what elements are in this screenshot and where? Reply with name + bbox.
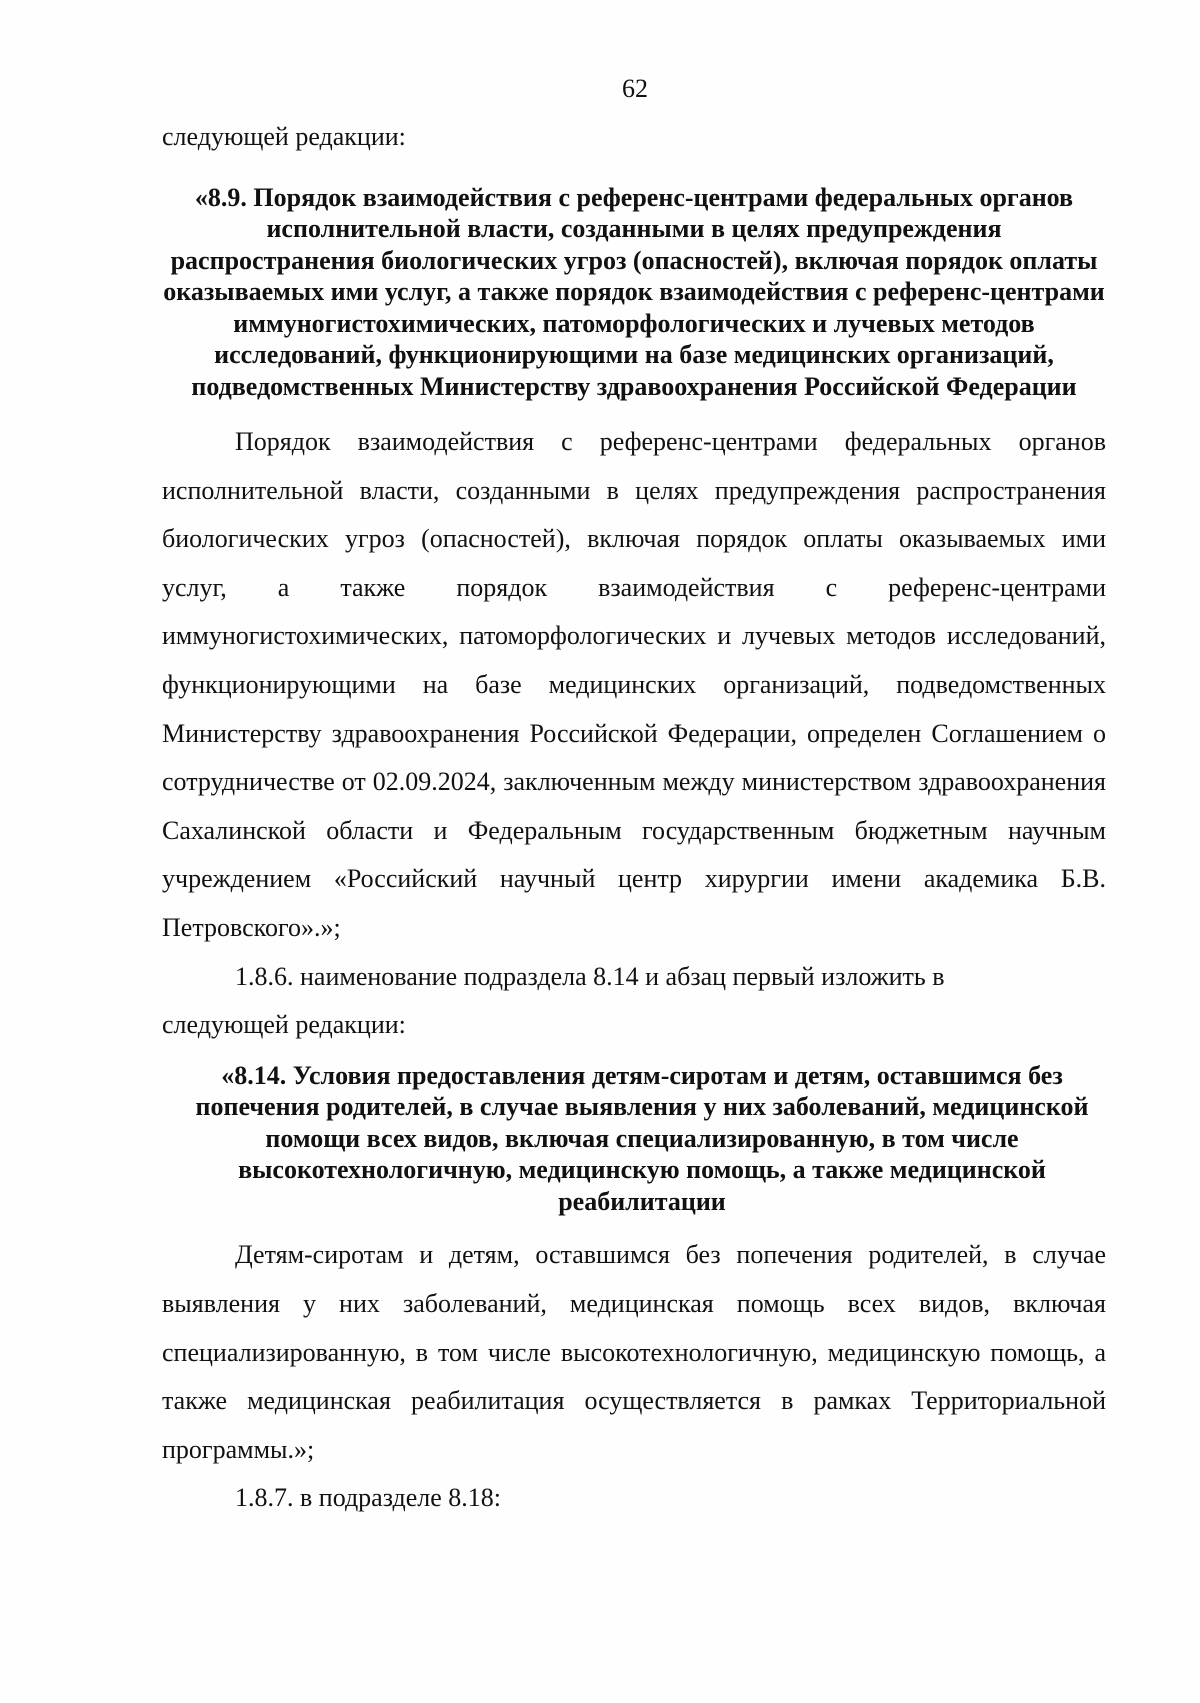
section-8-14-paragraph: Детям-сиротам и детям, оставшимся без попечения родителей, в случае выявления у них заболеваний, медицинская помощь всех видов, включая специализированную, в том числе высокотехнологичную, медицинскую помощь, а также медицинская реабилитация осуществляется в рамках Территориальной программы.»; [162, 1240, 1106, 1464]
section-8-9-paragraph: Порядок взаимодействия с референс-центрами федеральных органов исполнительной власти, созданными в целях предупреждения распространения биологических угроз (опасностей), включая порядок оплаты оказываемых ими услуг, а также порядок взаимодействия с референс-центрами иммуногистохимических, патоморфологических и лучевых методов исследований, функционирующими на базе медицинских организаций, подведомственных Министерству здравоохранения Российской Федерации, определен Соглашением о сотрудничестве от 02.09.2024, заключенным между министерством здравоохранения Сахалинской области и Федеральным государственным бюджетным научным учреждением «Российский научный центр хирургии имени академика Б.В. Петровского».»; [162, 427, 1106, 943]
item-1-8-6-continuation: следующей редакции: [162, 1010, 406, 1040]
item-1-8-6: 1.8.6. наименование подраздела 8.14 и абзац первый изложить в [235, 961, 945, 991]
item-1-8-7: 1.8.7. в подразделе 8.18: [235, 1483, 502, 1513]
intro-line: следующей редакции: [162, 122, 406, 151]
page-number: 62 [622, 74, 648, 103]
section-8-14-heading: «8.14. Условия предоставления детям-сиротам и детям, оставшимся без попечения родителей, в случае выявления у них заболеваний, медицинской помощи всех видов, включая специализированную, в том числе высокотехнологичную, медицинскую помощь, а также медицинской реабилитации [195, 1060, 1089, 1216]
section-8-9-heading: «8.9. Порядок взаимодействия с референс-центрами федеральных органов исполнительной власти, созданными в целях предупреждения распространения биологических угроз (опасностей), включая порядок оплаты оказываемых ими услуг, а также порядок взаимодействия с референс-центрами иммуногистохимических, патоморфологических и лучевых методов исследований, функционирующими на базе медицинских организаций, подведомственных Министерству здравоохранения Российской Федерации [163, 182, 1105, 401]
document-body [162, 113, 1106, 1523]
